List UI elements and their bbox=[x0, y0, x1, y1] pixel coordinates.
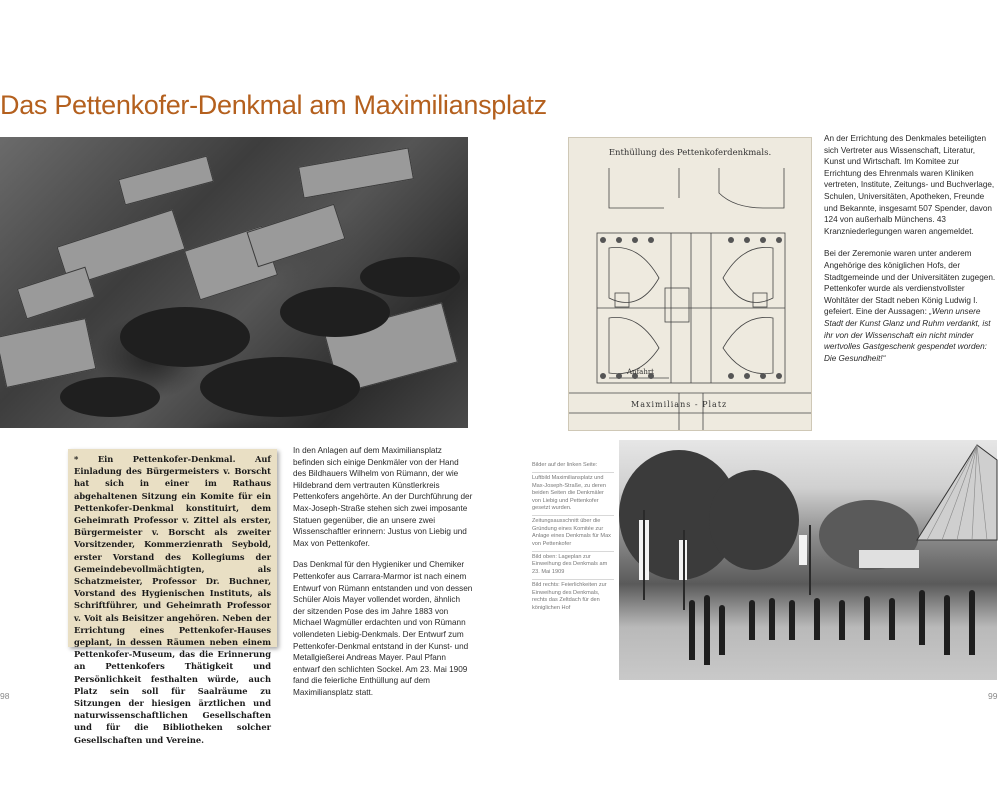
body-text bbox=[293, 445, 473, 708]
caption-clipping: Zeitungsausschnitt über die Gründung eines Komitée zur Anlage eines Denkmals für Max von Pettenkofer bbox=[532, 515, 614, 548]
newspaper-clipping bbox=[68, 449, 277, 745]
tent-roof bbox=[917, 440, 997, 540]
right-column-text bbox=[824, 133, 996, 375]
ceremony-photo bbox=[619, 440, 997, 680]
page-number-right: 99 bbox=[988, 691, 998, 701]
site-plan bbox=[568, 137, 812, 431]
right-paragraph-2 bbox=[824, 248, 996, 364]
right-paragraph-2-text: Bei der Zeremonie waren unter anderem Angehörige des königlichen Hofs, der Stadtgemeinde und der Universitäten zugegen. Pettenkofer wurde als verdienstvollster Wohltäter der Stadt neben König Ludwig I. gefeiert. Eine der Aussagen: bbox=[824, 249, 996, 317]
page-number-left: 98 bbox=[0, 691, 10, 701]
plan-label-anfahrt: Anfahrt bbox=[627, 368, 654, 376]
quote-text: „Wenn unsere Stadt der Kunst Glanz und Ruhm verdankt, ist ihr von der Wissenschaft ein nicht minder wertvolles Gastgeschenk gespendet worden: Die Gesundheit!“ bbox=[824, 307, 991, 363]
image-captions bbox=[532, 462, 614, 615]
plan-drawing bbox=[569, 138, 811, 430]
clipping-text: * Ein Pettenkofer-Denkmal. Auf Einladung des Bürgermeisters v. Borscht hat sich in einer im Rathaus abgehaltenen Sitzung ein Komite für ein Pettenkofer-Denkmal konstituirt, dem Geheimrath Professor v. Zittel als erster, Bürgermeister v. Borscht als zweiter Vorsitzender, Kommerzienrath Seybold, erster Vorstand des Kollegiums der Gemeindebevollmächtigten, als Schatzmeister, Professor Dr. Buchner, Vorstand des Hygienischen Instituts, als Schriftführer, und Geheimrath Professor v. Voit als Beisitzer angehören. Neben der Errichtung eines Pettenkofer-Hauses geplant, in dessen Räumen neben einem Pettenkofer-Museum, das die Erinnerung an Pettenkofers Thätigkeit und Persönlichkeit festhalten würde, auch Platz sein soll für Saalräume zu Sitzungen der hiesigen ärztlichen und naturwissenschaftlichen Gesellschaften und für die Bibliotheken solcher Gesellschaften und Vereine. bbox=[74, 454, 271, 745]
caption-aerial: Luftbild Maximiliansplatz und Max-Joseph-Straße, zu deren beiden Seiten die Denkmäler von Liebig und Pettenkofer gesetzt wurden. bbox=[532, 472, 614, 512]
caption-ceremony: Bild rechts: Feierlichkeiten zur Einweihung des Denkmals, rechts das Zeltdach für den königlichen Hof bbox=[532, 579, 614, 612]
body-paragraph-2: Das Denkmal für den Hygieniker und Chemiker Pettenkofer aus Carrara-Marmor ist nach einem Entwurf von Rümann entstanden und von dessen Schüler Alois Mayer vollendet worden, ähnlich der sitzenden Pose des im Jahre 1883 von Michael Wagmüller erdachten und von Rümann vollendeten Liebig-Denkmals. Der Entwurf zum Pettenkofer-Denkmal entstand in der Kunst- und Metallgießerei Andreas Mayer. Paul Pfann entwarf den schlichten Sockel. Am 23. Mai 1909 fand die feierliche Enthüllung auf dem Maximiliansplatz statt. bbox=[293, 560, 473, 697]
caption-plan: Bild oben: Lageplan zur Einweihung des Denkmals am 23. Mai 1909 bbox=[532, 551, 614, 576]
aerial-photo bbox=[0, 137, 468, 428]
plan-title: Enthüllung des Pettenkoferdenkmals. bbox=[608, 148, 772, 158]
plan-label-platz: Maximilians - Platz bbox=[631, 400, 728, 409]
body-paragraph-1: In den Anlagen auf dem Maximiliansplatz befinden sich einige Denkmäler von der Hand des Bildhauers Wilhelm von Rümann, der wie Hildebrand dem vertrauten Künstlerkreis Pettenkofers angehörte. An der Durchführung der Max-Joseph-Straße stehen sich zwei imposante Statuen gegenüber, die an unsere zwei Wissenschaftler erinnern: Justus von Liebig und Max von Pettenkofer. bbox=[293, 446, 473, 548]
caption-heading: Bilder auf der linken Seite: bbox=[532, 462, 598, 468]
page-title: Das Pettenkofer-Denkmal am Maximiliansplatz bbox=[0, 90, 547, 120]
right-paragraph-1: An der Errichtung des Denkmales beteiligten sich Vertreter aus Wissenschaft, Literatur, Kunst und Wirtschaft. Im Komitee zur Errichtung des Ehrenmals waren Kliniken vertreten, Institute, Zeitungs- und Buchverlage, Schulen, Universitäten, Apotheken, Freunde und Bekannte, insgesamt 507 Spender, davon 124 von außerhalb Münchens. 43 Kranzniederlegungen waren angemeldet. bbox=[824, 134, 995, 236]
